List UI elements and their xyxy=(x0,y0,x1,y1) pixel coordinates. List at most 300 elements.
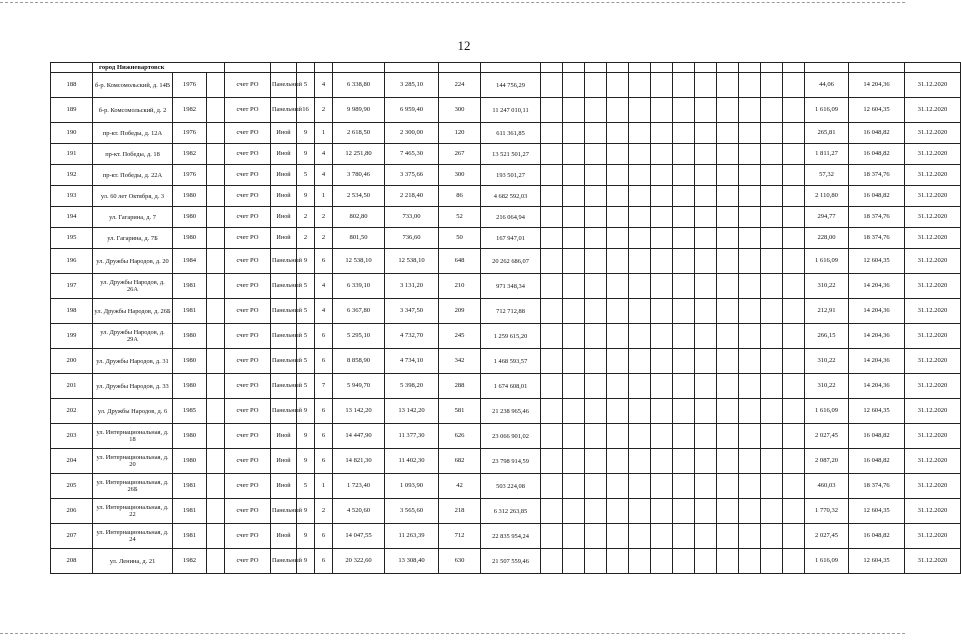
fund-cell: счет РО xyxy=(225,324,271,349)
empty-cell xyxy=(585,73,607,98)
empty-cell xyxy=(673,123,695,144)
empty-cell xyxy=(717,98,739,123)
empty-cell xyxy=(673,449,695,474)
area-living-cell: 6 959,40 xyxy=(385,98,439,123)
empty-cell xyxy=(673,374,695,399)
empty-cell xyxy=(739,324,761,349)
unit-cost-cell: 1 811,27 xyxy=(805,144,849,165)
spacer-cell xyxy=(207,524,225,549)
empty-cell xyxy=(717,207,739,228)
spacer-cell xyxy=(207,424,225,449)
empty-cell xyxy=(585,123,607,144)
table-row xyxy=(51,499,961,524)
area-living-cell: 3 131,20 xyxy=(385,274,439,299)
year-cell: 1981 xyxy=(173,524,207,549)
empty-cell xyxy=(563,324,585,349)
empty-cell xyxy=(629,549,651,574)
spacer-cell xyxy=(207,449,225,474)
deadline-cell: 31.12.2020 xyxy=(905,144,961,165)
table-row xyxy=(51,207,961,228)
floors-cell: 9 xyxy=(297,123,315,144)
empty-cell xyxy=(717,165,739,186)
cost-cell: 971 348,34 xyxy=(481,274,541,299)
empty-cell xyxy=(717,449,739,474)
empty-cell xyxy=(695,449,717,474)
table-row xyxy=(51,324,961,349)
deadline-cell: 31.12.2020 xyxy=(905,249,961,274)
empty-cell xyxy=(783,349,805,374)
empty-cell xyxy=(783,299,805,324)
empty-cell xyxy=(651,499,673,524)
spacer-cell xyxy=(207,299,225,324)
empty-cell xyxy=(739,249,761,274)
empty-cell xyxy=(563,207,585,228)
deadline-cell: 31.12.2020 xyxy=(905,499,961,524)
address-cell: пр-кт. Победы, д. 18 xyxy=(93,144,173,165)
row-number: 197 xyxy=(51,274,93,299)
empty-cell xyxy=(783,399,805,424)
empty-cell xyxy=(739,499,761,524)
unit-cost-cell: 310,22 xyxy=(805,349,849,374)
empty-cell xyxy=(585,474,607,499)
floors-cell: 5 xyxy=(297,374,315,399)
row-number: 188 xyxy=(51,73,93,98)
limit-cell: 16 048,82 xyxy=(849,144,905,165)
material-cell: Панельный xyxy=(271,73,297,98)
empty-cell xyxy=(673,299,695,324)
empty-cell xyxy=(717,73,739,98)
empty-cell xyxy=(695,499,717,524)
cost-cell: 503 224,08 xyxy=(481,474,541,499)
deadline-cell: 31.12.2020 xyxy=(905,374,961,399)
empty-cell xyxy=(585,249,607,274)
area-total-cell: 12 538,10 xyxy=(333,249,385,274)
empty-cell xyxy=(783,499,805,524)
table-row xyxy=(51,186,961,207)
deadline-cell: 31.12.2020 xyxy=(905,98,961,123)
area-living-cell: 11 263,39 xyxy=(385,524,439,549)
empty-cell xyxy=(629,144,651,165)
empty-cell xyxy=(717,144,739,165)
empty-cell xyxy=(717,186,739,207)
area-living-cell: 13 308,40 xyxy=(385,549,439,574)
entrances-cell: 1 xyxy=(315,123,333,144)
empty-cell xyxy=(541,399,563,424)
empty-cell xyxy=(739,228,761,249)
area-living-cell: 4 734,10 xyxy=(385,349,439,374)
entrances-cell: 4 xyxy=(315,165,333,186)
empty-cell xyxy=(695,399,717,424)
empty-cell xyxy=(717,228,739,249)
material-cell: Панельный xyxy=(271,98,297,123)
empty-cell xyxy=(761,449,783,474)
limit-cell: 12 604,35 xyxy=(849,98,905,123)
deadline-cell: 31.12.2020 xyxy=(905,186,961,207)
empty-cell xyxy=(629,499,651,524)
empty-cell xyxy=(585,374,607,399)
empty-cell xyxy=(563,299,585,324)
fund-cell: счет РО xyxy=(225,73,271,98)
area-living-cell: 3 375,66 xyxy=(385,165,439,186)
empty-cell xyxy=(783,549,805,574)
address-cell: ул. Интернациональная, д. 26Б xyxy=(93,474,173,499)
entrances-cell: 6 xyxy=(315,549,333,574)
fund-cell: счет РО xyxy=(225,374,271,399)
table-row xyxy=(51,274,961,299)
empty-cell xyxy=(651,274,673,299)
address-cell: ул. Дружбы Народов, д. 26А xyxy=(93,274,173,299)
empty-cell xyxy=(761,144,783,165)
material-cell: Панельный xyxy=(271,499,297,524)
empty-cell xyxy=(761,249,783,274)
year-cell: 1980 xyxy=(173,207,207,228)
material-cell: Иной xyxy=(271,186,297,207)
deadline-cell: 31.12.2020 xyxy=(905,207,961,228)
unit-cost-cell: 265,81 xyxy=(805,123,849,144)
unit-cost-cell: 1 616,09 xyxy=(805,98,849,123)
page-bottom-border xyxy=(0,633,905,634)
address-cell: ул. Дружбы Народов, д. 20 xyxy=(93,249,173,274)
empty-cell xyxy=(629,165,651,186)
empty-cell xyxy=(629,98,651,123)
empty-cell xyxy=(695,207,717,228)
empty-cell xyxy=(717,123,739,144)
empty-cell xyxy=(695,549,717,574)
empty-cell xyxy=(673,207,695,228)
fund-cell: счет РО xyxy=(225,186,271,207)
empty-cell xyxy=(585,324,607,349)
empty-cell xyxy=(761,324,783,349)
deadline-cell: 31.12.2020 xyxy=(905,324,961,349)
row-number: 207 xyxy=(51,524,93,549)
empty-cell xyxy=(585,449,607,474)
row-number: 193 xyxy=(51,186,93,207)
spacer-cell xyxy=(207,249,225,274)
table-row xyxy=(51,249,961,274)
empty-cell xyxy=(629,324,651,349)
empty-cell xyxy=(651,424,673,449)
year-cell: 1976 xyxy=(173,165,207,186)
empty-cell xyxy=(673,549,695,574)
empty-cell xyxy=(761,98,783,123)
material-cell: Иной xyxy=(271,449,297,474)
cost-cell: 216 064,94 xyxy=(481,207,541,228)
empty-cell xyxy=(629,249,651,274)
empty-cell xyxy=(739,524,761,549)
area-total-cell: 802,80 xyxy=(333,207,385,228)
entrances-cell: 2 xyxy=(315,499,333,524)
floors-cell: 9 xyxy=(297,424,315,449)
cost-cell: 4 682 592,03 xyxy=(481,186,541,207)
empty-cell xyxy=(717,299,739,324)
empty-cell xyxy=(541,424,563,449)
limit-cell: 12 604,35 xyxy=(849,499,905,524)
fund-cell: счет РО xyxy=(225,274,271,299)
fund-cell: счет РО xyxy=(225,399,271,424)
material-cell: Иной xyxy=(271,424,297,449)
residents-cell: 342 xyxy=(439,349,481,374)
unit-cost-cell: 310,22 xyxy=(805,274,849,299)
spacer-cell xyxy=(207,186,225,207)
floors-cell: 9 xyxy=(297,249,315,274)
area-total-cell: 14 447,90 xyxy=(333,424,385,449)
empty-cell xyxy=(541,228,563,249)
area-total-cell: 20 322,60 xyxy=(333,549,385,574)
empty-cell xyxy=(783,524,805,549)
empty-cell xyxy=(673,98,695,123)
empty-cell xyxy=(563,524,585,549)
empty-cell xyxy=(563,186,585,207)
empty-cell xyxy=(739,98,761,123)
empty-cell xyxy=(607,98,629,123)
empty-cell xyxy=(761,399,783,424)
entrances-cell: 4 xyxy=(315,144,333,165)
empty-cell xyxy=(607,249,629,274)
residents-cell: 626 xyxy=(439,424,481,449)
empty-cell xyxy=(651,144,673,165)
residents-cell: 209 xyxy=(439,299,481,324)
unit-cost-cell: 1 616,09 xyxy=(805,249,849,274)
deadline-cell: 31.12.2020 xyxy=(905,524,961,549)
limit-cell: 16 048,82 xyxy=(849,449,905,474)
limit-cell: 18 374,76 xyxy=(849,207,905,228)
residents-cell: 210 xyxy=(439,274,481,299)
empty-cell xyxy=(761,549,783,574)
fund-cell: счет РО xyxy=(225,165,271,186)
empty-cell xyxy=(585,349,607,374)
spacer-cell xyxy=(207,374,225,399)
empty-cell xyxy=(739,186,761,207)
empty-cell xyxy=(651,349,673,374)
empty-cell xyxy=(717,399,739,424)
floors-cell: 9 xyxy=(297,499,315,524)
cost-cell: 11 247 010,11 xyxy=(481,98,541,123)
empty-cell xyxy=(783,186,805,207)
empty-cell xyxy=(783,98,805,123)
entrances-cell: 4 xyxy=(315,73,333,98)
residents-cell: 42 xyxy=(439,474,481,499)
spacer-cell xyxy=(207,73,225,98)
floors-cell: 2 xyxy=(297,228,315,249)
entrances-cell: 6 xyxy=(315,249,333,274)
empty-cell xyxy=(695,73,717,98)
empty-cell xyxy=(541,274,563,299)
empty-cell xyxy=(563,374,585,399)
area-living-cell: 7 465,30 xyxy=(385,144,439,165)
empty-cell xyxy=(563,73,585,98)
empty-cell xyxy=(739,274,761,299)
empty-cell xyxy=(563,228,585,249)
limit-cell: 14 204,36 xyxy=(849,349,905,374)
empty-cell xyxy=(717,249,739,274)
empty-cell xyxy=(607,274,629,299)
empty-cell xyxy=(673,228,695,249)
empty-cell xyxy=(629,228,651,249)
deadline-cell: 31.12.2020 xyxy=(905,549,961,574)
row-number: 191 xyxy=(51,144,93,165)
table-row xyxy=(51,165,961,186)
row-number: 189 xyxy=(51,98,93,123)
residents-cell: 52 xyxy=(439,207,481,228)
year-cell: 1976 xyxy=(173,73,207,98)
address-cell: ул. Интернациональная, д. 24 xyxy=(93,524,173,549)
entrances-cell: 6 xyxy=(315,349,333,374)
year-cell: 1981 xyxy=(173,474,207,499)
material-cell: Иной xyxy=(271,524,297,549)
empty-cell xyxy=(761,207,783,228)
entrances-cell: 6 xyxy=(315,324,333,349)
spacer-cell xyxy=(207,207,225,228)
fund-cell: счет РО xyxy=(225,98,271,123)
empty-cell xyxy=(563,474,585,499)
area-total-cell: 14 047,55 xyxy=(333,524,385,549)
unit-cost-cell: 310,22 xyxy=(805,374,849,399)
address-cell: б-р. Комсомольский, д. 2 xyxy=(93,98,173,123)
empty-cell xyxy=(761,524,783,549)
empty-cell xyxy=(695,274,717,299)
table-row xyxy=(51,474,961,499)
year-cell: 1980 xyxy=(173,349,207,374)
empty-cell xyxy=(585,499,607,524)
empty-cell xyxy=(673,399,695,424)
empty-cell xyxy=(585,399,607,424)
empty-cell xyxy=(739,424,761,449)
empty-cell xyxy=(717,349,739,374)
empty-cell xyxy=(607,228,629,249)
empty-cell xyxy=(629,524,651,549)
empty-cell xyxy=(651,186,673,207)
area-total-cell: 6 338,80 xyxy=(333,73,385,98)
address-cell: ул. Дружбы Народов, д. 33 xyxy=(93,374,173,399)
empty-cell xyxy=(651,399,673,424)
cost-cell: 144 756,29 xyxy=(481,73,541,98)
empty-cell xyxy=(783,474,805,499)
table-row xyxy=(51,123,961,144)
material-cell: Иной xyxy=(271,228,297,249)
empty-cell xyxy=(695,374,717,399)
spacer-cell xyxy=(207,324,225,349)
empty-cell xyxy=(695,186,717,207)
address-cell: ул. Ленина, д. 21 xyxy=(93,549,173,574)
empty-cell xyxy=(783,324,805,349)
empty-cell xyxy=(607,186,629,207)
empty-cell xyxy=(629,73,651,98)
floors-cell: 5 xyxy=(297,349,315,374)
floors-cell: 9 xyxy=(297,549,315,574)
empty-cell xyxy=(651,249,673,274)
floors-cell: 5 xyxy=(297,274,315,299)
fund-cell: счет РО xyxy=(225,524,271,549)
spacer-cell xyxy=(207,499,225,524)
cost-cell: 23 798 914,59 xyxy=(481,449,541,474)
cost-cell: 22 835 954,24 xyxy=(481,524,541,549)
empty-cell xyxy=(717,549,739,574)
residents-cell: 86 xyxy=(439,186,481,207)
area-total-cell: 2 534,50 xyxy=(333,186,385,207)
empty-cell xyxy=(695,299,717,324)
material-cell: Панельный xyxy=(271,374,297,399)
empty-cell xyxy=(783,449,805,474)
material-cell: Иной xyxy=(271,474,297,499)
row-number: 198 xyxy=(51,299,93,324)
row-number: 206 xyxy=(51,499,93,524)
table-row xyxy=(51,98,961,123)
empty-cell xyxy=(761,123,783,144)
area-living-cell: 4 732,70 xyxy=(385,324,439,349)
cost-cell: 6 312 263,85 xyxy=(481,499,541,524)
empty-cell xyxy=(739,399,761,424)
cost-cell: 167 947,01 xyxy=(481,228,541,249)
address-cell: ул. Гагарина, д. 7 xyxy=(93,207,173,228)
empty-cell xyxy=(585,524,607,549)
table-row xyxy=(51,524,961,549)
table-row xyxy=(51,349,961,374)
material-cell: Панельный xyxy=(271,399,297,424)
area-living-cell: 5 398,20 xyxy=(385,374,439,399)
empty-cell xyxy=(783,424,805,449)
empty-cell xyxy=(717,374,739,399)
spacer-cell xyxy=(207,98,225,123)
entrances-cell: 2 xyxy=(315,228,333,249)
empty-cell xyxy=(607,424,629,449)
table-body xyxy=(51,63,961,574)
deadline-cell: 31.12.2020 xyxy=(905,399,961,424)
empty-cell xyxy=(651,549,673,574)
address-cell: б-р. Комсомольский, д. 14В xyxy=(93,73,173,98)
year-cell: 1984 xyxy=(173,249,207,274)
unit-cost-cell: 212,91 xyxy=(805,299,849,324)
area-total-cell: 1 723,40 xyxy=(333,474,385,499)
area-living-cell: 2 300,00 xyxy=(385,123,439,144)
empty-cell xyxy=(761,424,783,449)
residents-cell: 224 xyxy=(439,73,481,98)
empty-cell xyxy=(739,374,761,399)
empty-cell xyxy=(673,165,695,186)
table-row xyxy=(51,228,961,249)
residents-cell: 288 xyxy=(439,374,481,399)
limit-cell: 18 374,76 xyxy=(849,228,905,249)
fund-cell: счет РО xyxy=(225,207,271,228)
address-cell: пр-кт. Победы, д. 12А xyxy=(93,123,173,144)
area-living-cell: 13 142,20 xyxy=(385,399,439,424)
table-row xyxy=(51,144,961,165)
limit-cell: 12 604,35 xyxy=(849,549,905,574)
empty-cell xyxy=(695,165,717,186)
empty-cell xyxy=(761,374,783,399)
empty-cell xyxy=(629,399,651,424)
area-living-cell: 12 538,10 xyxy=(385,249,439,274)
entrances-cell: 6 xyxy=(315,399,333,424)
empty-cell xyxy=(783,144,805,165)
empty-cell xyxy=(651,165,673,186)
empty-cell xyxy=(607,144,629,165)
cost-cell: 1 674 608,01 xyxy=(481,374,541,399)
empty-cell xyxy=(695,123,717,144)
empty-cell xyxy=(651,207,673,228)
fund-cell: счет РО xyxy=(225,144,271,165)
row-number: 201 xyxy=(51,374,93,399)
empty-cell xyxy=(585,424,607,449)
row-number: 200 xyxy=(51,349,93,374)
address-cell: ул. Интернациональная, д. 18 xyxy=(93,424,173,449)
area-total-cell: 5 949,70 xyxy=(333,374,385,399)
address-cell: ул. Дружбы Народов, д. 26Б xyxy=(93,299,173,324)
entrances-cell: 6 xyxy=(315,424,333,449)
empty-cell xyxy=(651,123,673,144)
row-number: 196 xyxy=(51,249,93,274)
deadline-cell: 31.12.2020 xyxy=(905,123,961,144)
empty-cell xyxy=(541,98,563,123)
